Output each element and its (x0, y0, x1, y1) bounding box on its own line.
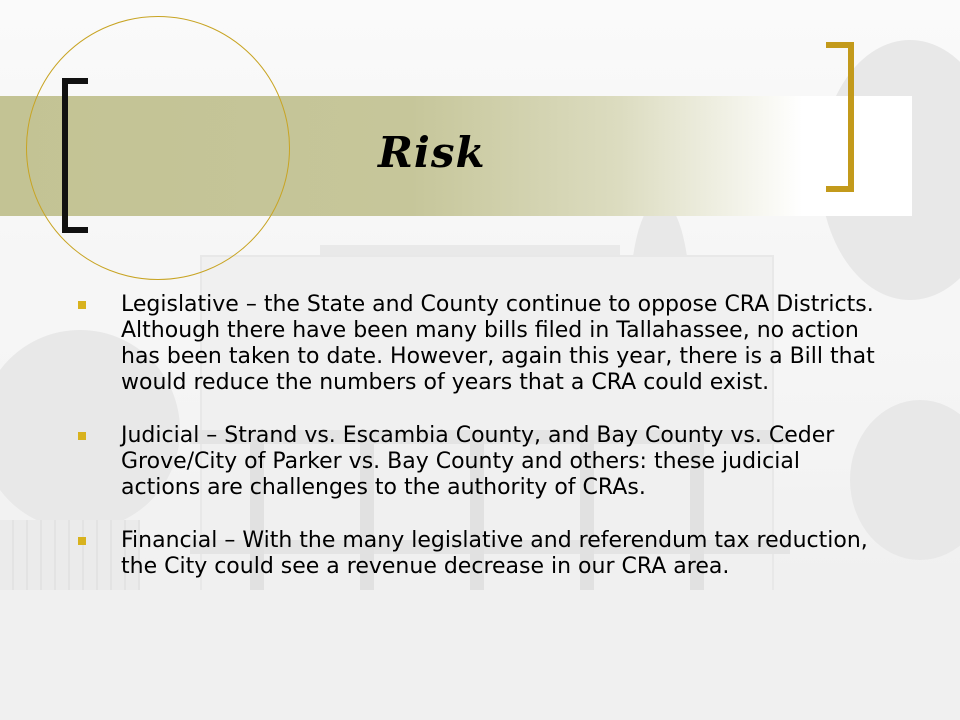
square-bullet-icon (78, 537, 86, 545)
square-bullet-icon (78, 301, 86, 309)
bullet-item (78, 423, 878, 501)
right-bracket-icon (826, 42, 854, 192)
bullet-item (78, 528, 878, 580)
bullet-list (78, 292, 878, 580)
title-band-end (857, 96, 912, 216)
bullet-text: Legislative – the State and County continue to oppose CRA Districts. Although there have been many bills filed in Tallahassee, no action has been taken to date. However, again this year, there is a Bill that would reduce the numbers of years that a CRA could exist. (121, 292, 875, 395)
bullet-item (78, 292, 878, 396)
slide-title: Risk (378, 128, 486, 177)
left-bracket-icon (62, 78, 88, 233)
bullet-text: Judicial – Strand vs. Escambia County, and Bay County vs. Ceder Grove/City of Parker vs. Bay County and others: these judicial actions are challenges to the authority of CRAs. (121, 423, 835, 500)
square-bullet-icon (78, 432, 86, 440)
bullet-text: Financial – With the many legislative and referendum tax reduction, the City could see a revenue decrease in our CRA area. (121, 528, 868, 579)
